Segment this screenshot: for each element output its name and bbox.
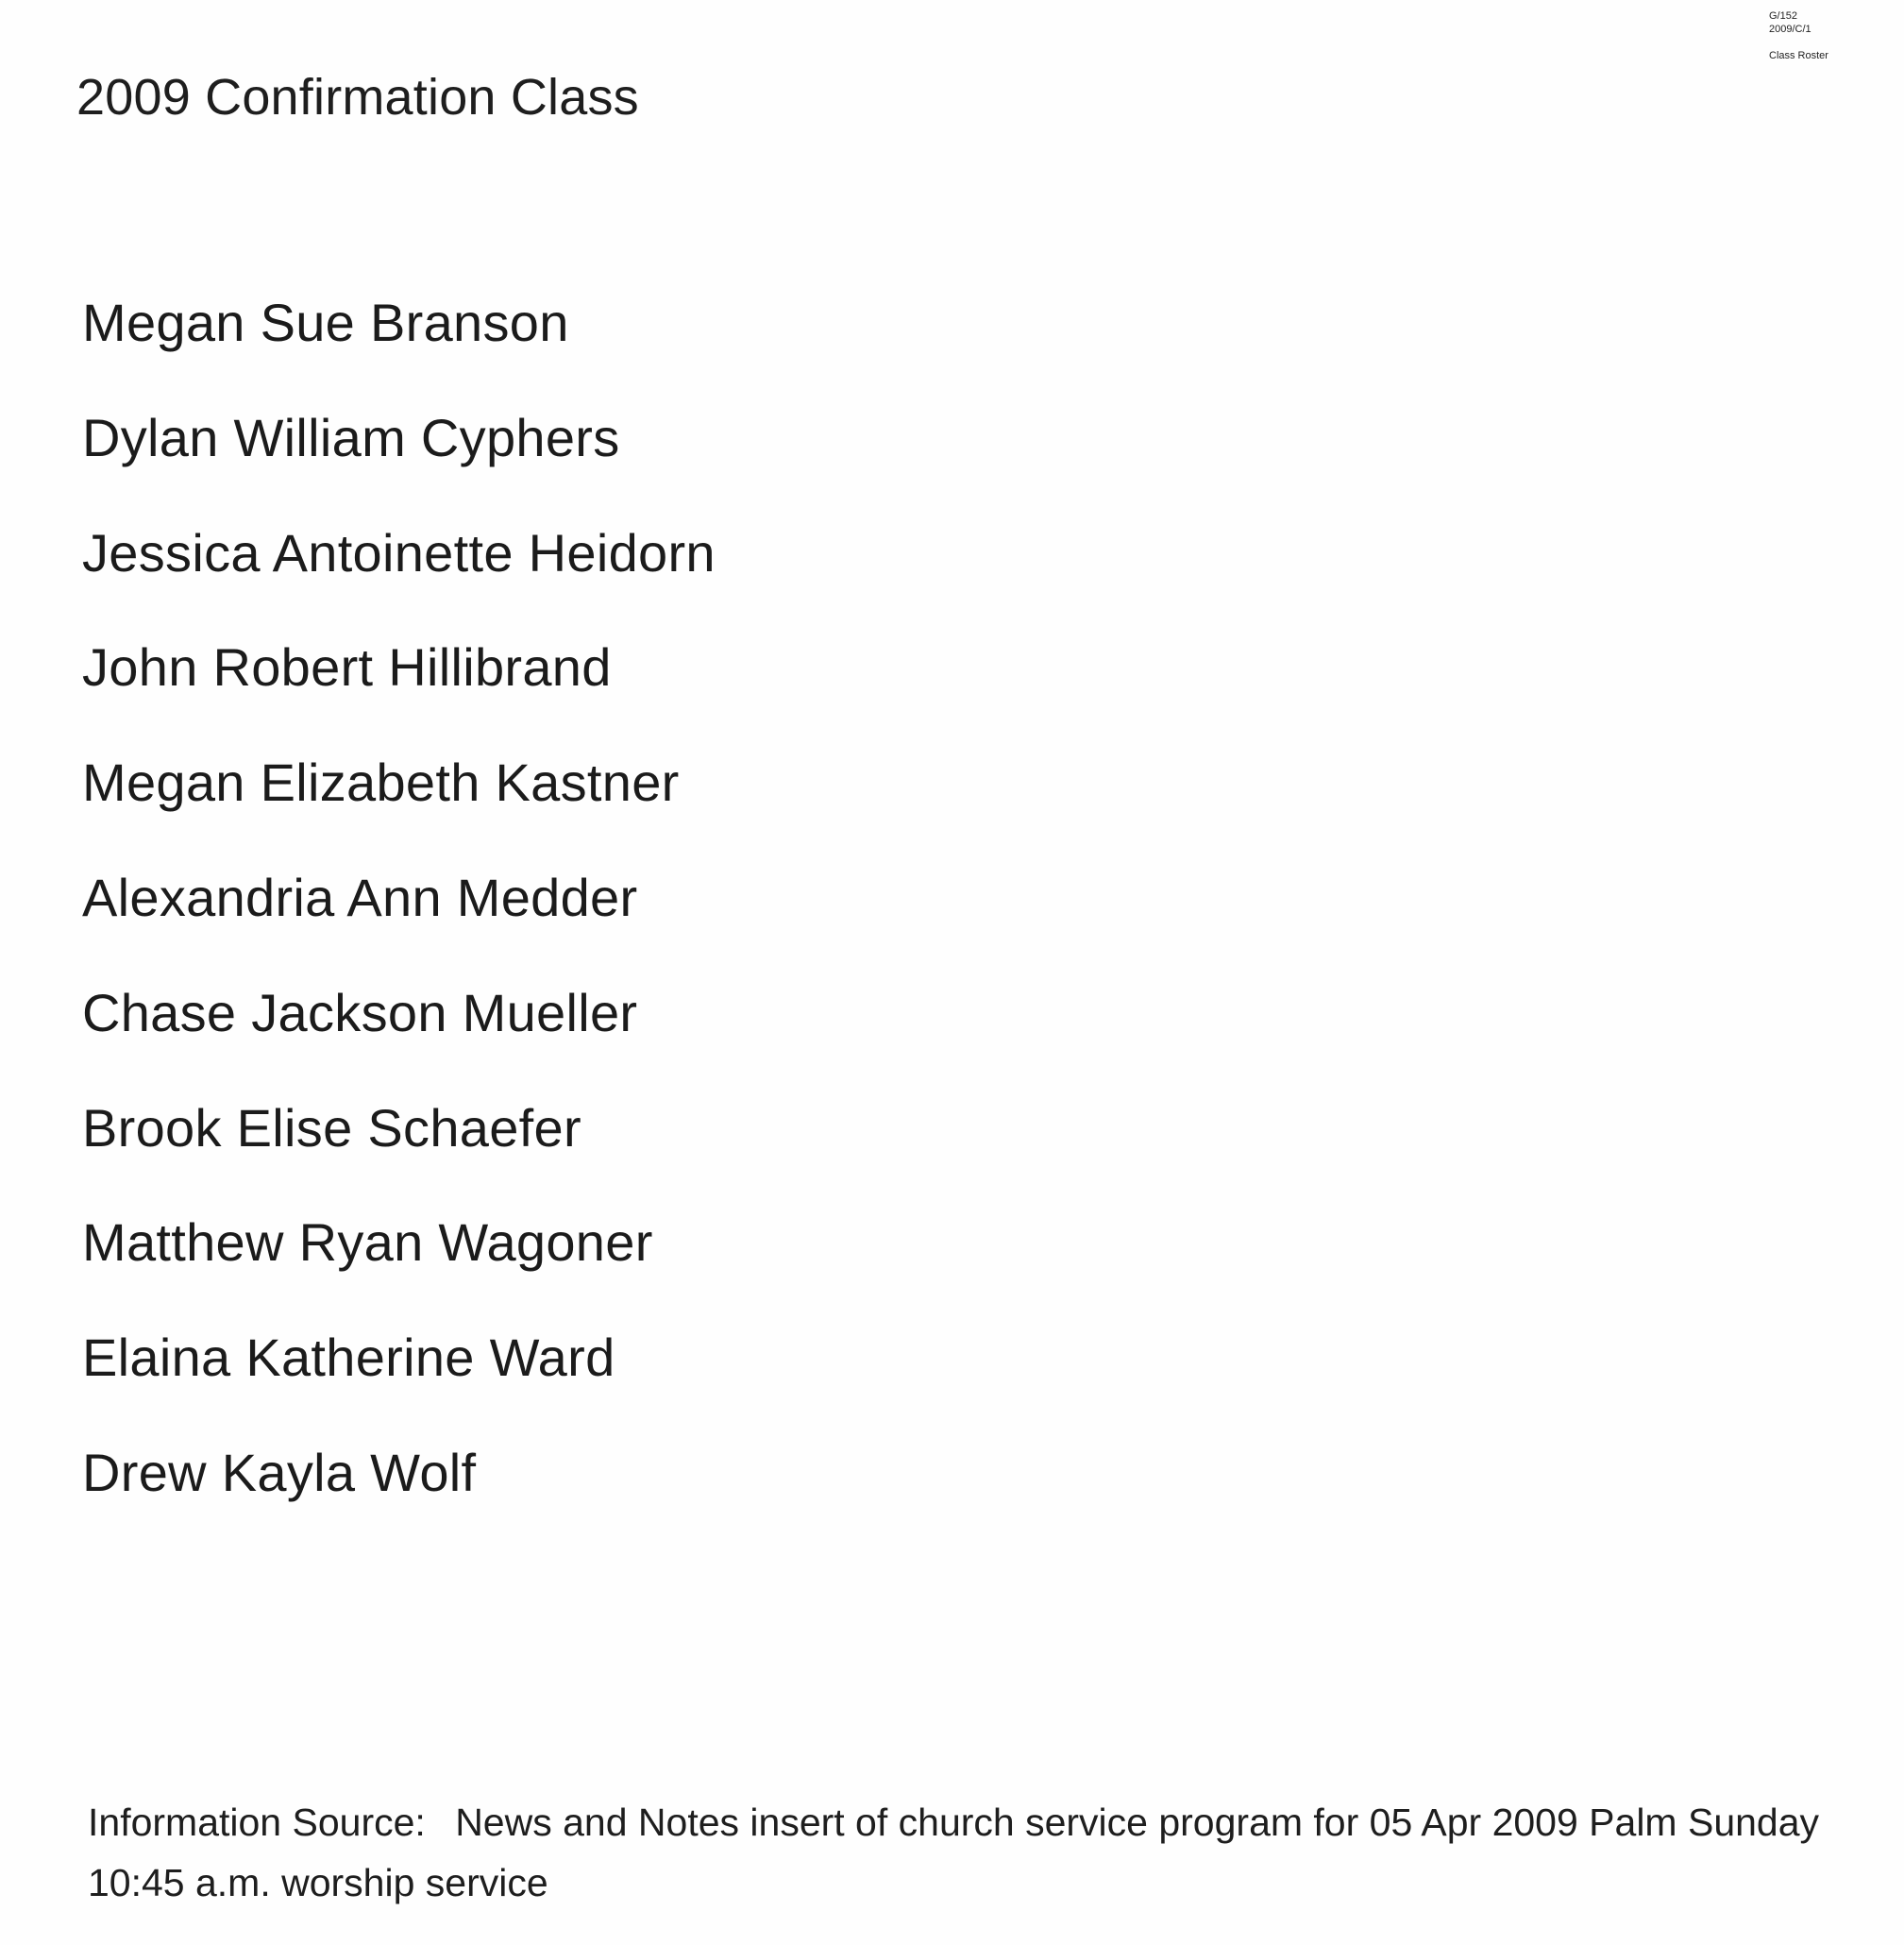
reference-number: 2009/C/1 — [1769, 24, 1811, 35]
reference-label: Class Roster — [1769, 50, 1828, 61]
roster-name: Brook Elise Schaefer — [82, 1097, 581, 1158]
roster-name: Matthew Ryan Wagoner — [82, 1212, 653, 1273]
information-source-text: News and Notes insert of church service program for 05 Apr 2009 Palm Sunday 10:45 a.m. worship service — [88, 1801, 1820, 1904]
roster-name: Chase Jackson Mueller — [82, 982, 638, 1042]
roster-name: Dylan William Cyphers — [82, 407, 620, 467]
document-title: 2009 Confirmation Class — [76, 69, 639, 126]
reference-block — [1769, 9, 1828, 62]
roster-name: Jessica Antoinette Heidorn — [82, 522, 716, 583]
class-roster-list — [82, 287, 716, 1552]
roster-name: John Robert Hillibrand — [82, 637, 612, 698]
information-source — [88, 1792, 1881, 1913]
reference-code: G/152 — [1769, 10, 1797, 22]
roster-name: Drew Kayla Wolf — [82, 1442, 477, 1502]
roster-name: Megan Sue Branson — [82, 293, 569, 352]
roster-name: Megan Elizabeth Kastner — [82, 753, 680, 813]
information-source-label: Information Source: — [88, 1801, 426, 1844]
roster-name: Elaina Katherine Ward — [82, 1328, 615, 1388]
reference-spacer — [1769, 36, 1828, 49]
roster-name: Alexandria Ann Medder — [82, 867, 638, 927]
